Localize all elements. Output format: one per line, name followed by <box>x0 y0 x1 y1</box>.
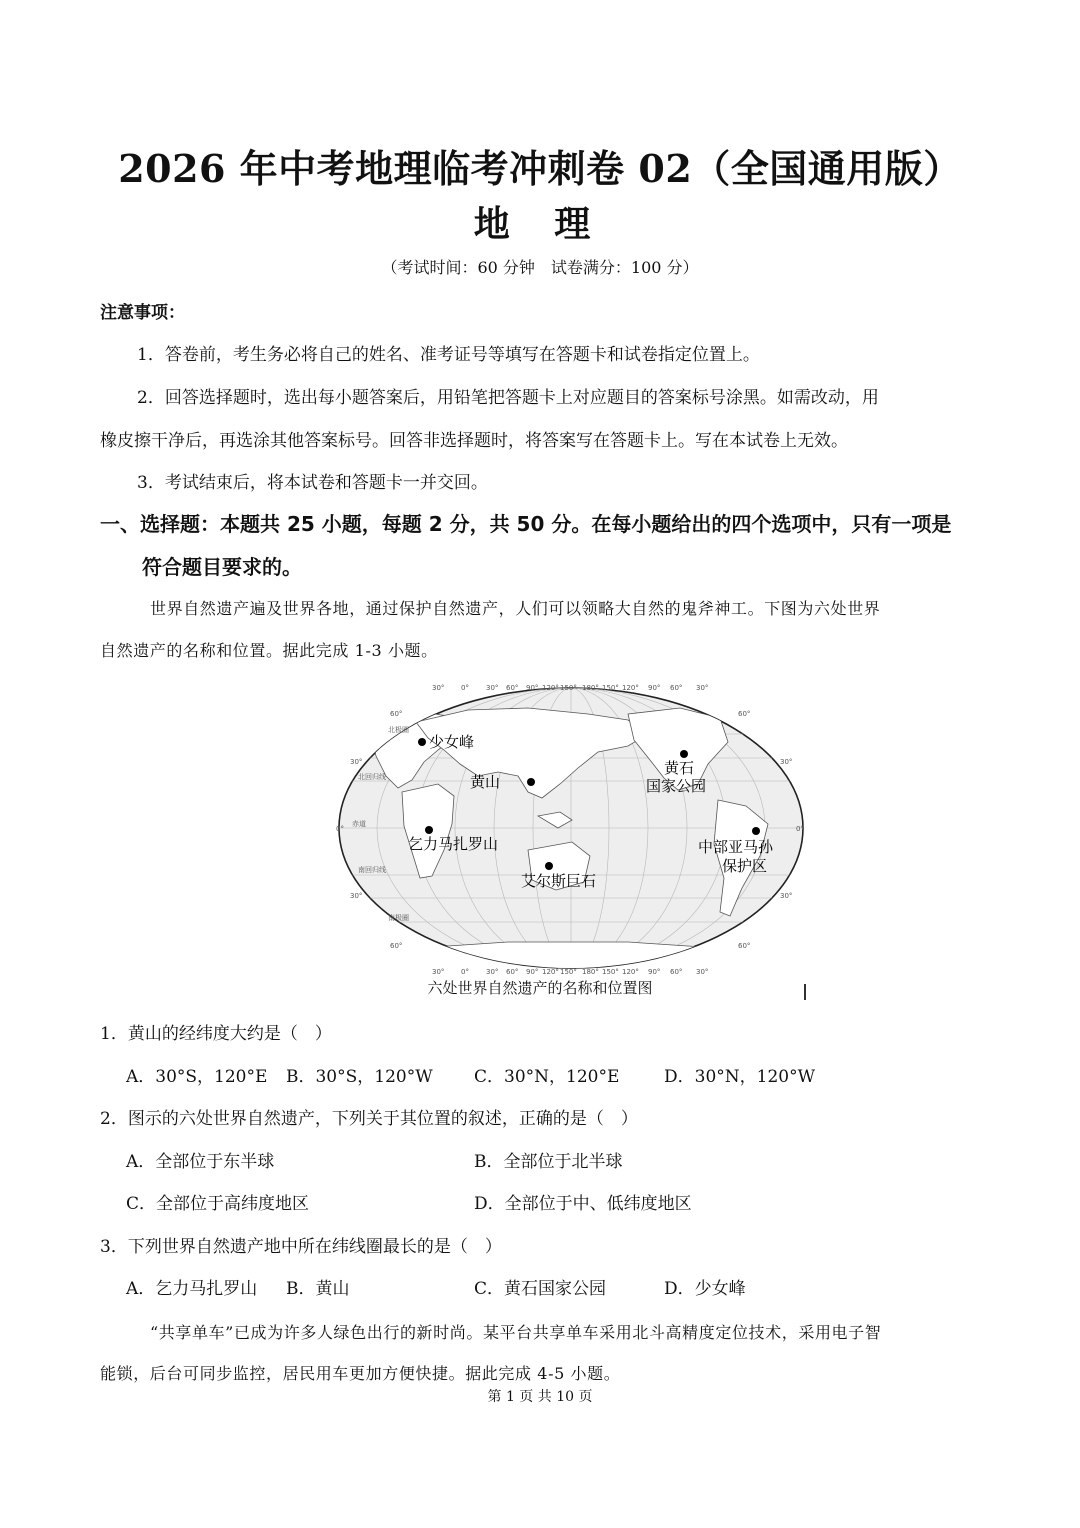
paper-title: 2026 年中考地理临考冲刺卷 02（全国通用版） <box>118 146 962 191</box>
lon-labels-bottom <box>432 968 708 976</box>
svg-text:180°: 180° <box>582 968 599 976</box>
exam-info: （考试时间：60 分钟 试卷满分：100 分） <box>381 258 699 277</box>
svg-text:0°: 0° <box>461 968 469 976</box>
svg-text:60°: 60° <box>506 968 519 976</box>
svg-text:120°: 120° <box>622 968 639 976</box>
svg-text:60°: 60° <box>738 942 751 950</box>
notice-heading: 注意事项： <box>100 303 185 323</box>
svg-text:150°: 150° <box>602 968 619 976</box>
intro-paragraph: 世界自然遗产遍及世界各地，通过保护自然遗产，人们可以领略大自然的鬼斧神工。下图为六处世界 <box>150 599 881 618</box>
section-heading-cont: 符合题目要求的。 <box>142 555 302 579</box>
question-2-option-d: D．全部位于中、低纬度地区 <box>474 1194 692 1214</box>
svg-text:150°: 150° <box>560 684 577 692</box>
svg-text:中部亚马孙: 中部亚马孙 <box>698 840 774 856</box>
question-3-stem: 3．下列世界自然遗产地中所在纬线圈最长的是（ ） <box>100 1237 502 1257</box>
lon-labels-top <box>432 684 708 692</box>
question-2-option-c: C．全部位于高纬度地区 <box>126 1194 310 1214</box>
svg-text:30°: 30° <box>432 684 445 692</box>
svg-text:120°: 120° <box>542 968 559 976</box>
svg-text:30°: 30° <box>696 684 709 692</box>
svg-text:60°: 60° <box>670 968 683 976</box>
svg-text:少女峰: 少女峰 <box>429 735 475 751</box>
svg-text:南极圈: 南极圈 <box>388 914 409 922</box>
svg-text:60°: 60° <box>738 710 751 718</box>
svg-text:0°: 0° <box>336 825 344 833</box>
question-3-option-d: D．少女峰 <box>664 1279 746 1299</box>
svg-text:30°: 30° <box>432 968 445 976</box>
world-map <box>328 680 814 980</box>
svg-text:120°: 120° <box>542 684 559 692</box>
question-1-option-d: D．30°N，120°W <box>664 1067 816 1087</box>
svg-text:60°: 60° <box>390 942 403 950</box>
question-2-option-b: B．全部位于北半球 <box>474 1152 623 1172</box>
question-3-option-c: C．黄石国家公园 <box>474 1279 607 1299</box>
section-heading: 一、选择题：本题共 25 小题，每题 2 分，共 50 分。在每小题给出的四个选项中，只有一项是 <box>100 512 952 536</box>
site-dot <box>418 738 426 746</box>
svg-text:0°: 0° <box>796 825 804 833</box>
scan-mark <box>804 984 806 1000</box>
world-map-figure <box>328 680 814 980</box>
svg-text:150°: 150° <box>602 684 619 692</box>
svg-text:30°: 30° <box>780 892 793 900</box>
svg-text:艾尔斯巨石: 艾尔斯巨石 <box>521 874 597 890</box>
svg-text:30°: 30° <box>696 968 709 976</box>
site-dot <box>680 750 688 758</box>
site-dot <box>752 827 760 835</box>
question-3-option-a: A．乞力马扎罗山 <box>126 1279 258 1299</box>
site-dot <box>545 862 553 870</box>
notice-item-3: 3．考试结束后，将本试卷和答题卡一并交回。 <box>137 473 488 493</box>
svg-text:30°: 30° <box>350 892 363 900</box>
question-1-option-c: C．30°N，120°E <box>474 1067 620 1087</box>
svg-text:150°: 150° <box>560 968 577 976</box>
svg-text:黄山: 黄山 <box>470 775 501 791</box>
question-1-option-b: B．30°S，120°W <box>286 1067 433 1087</box>
notice-item-2-cont: 橡皮擦干净后，再选涂其他答案标号。回答非选择题时，将答案写在答题卡上。写在本试卷上无效。 <box>100 431 848 451</box>
svg-text:30°: 30° <box>486 968 499 976</box>
svg-text:保护区: 保护区 <box>722 859 768 875</box>
svg-text:60°: 60° <box>390 710 403 718</box>
site-dot <box>527 778 535 786</box>
intro-paragraph-2: “共享单车”已成为许多人绿色出行的新时尚。某平台共享单车采用北斗高精度定位技术，采用电子智 <box>150 1323 882 1342</box>
svg-text:0°: 0° <box>461 684 469 692</box>
svg-text:90°: 90° <box>526 684 539 692</box>
svg-text:赤道: 赤道 <box>352 820 366 828</box>
svg-text:60°: 60° <box>506 684 519 692</box>
question-2-option-a: A．全部位于东半球 <box>126 1152 275 1172</box>
question-3-option-b: B．黄山 <box>286 1279 350 1299</box>
svg-text:北极圈: 北极圈 <box>388 726 409 734</box>
svg-text:30°: 30° <box>780 758 793 766</box>
question-1-stem: 1．黄山的经纬度大约是（ ） <box>100 1024 332 1044</box>
svg-text:30°: 30° <box>486 684 499 692</box>
map-caption: 六处世界自然遗产的名称和位置图 <box>427 979 653 997</box>
svg-text:90°: 90° <box>526 968 539 976</box>
page-footer: 第 1 页 共 10 页 <box>487 1389 593 1405</box>
svg-text:30°: 30° <box>350 758 363 766</box>
svg-text:北回归线: 北回归线 <box>358 773 386 781</box>
notice-item-1: 1．答卷前，考生务必将自己的姓名、准考证号等填写在答题卡和试卷指定位置上。 <box>137 345 760 365</box>
notice-item-2: 2．回答选择题时，选出每小题答案后，用铅笔把答题卡上对应题目的答案标号涂黑。如需改动，用 <box>137 388 879 408</box>
svg-text:南回归线: 南回归线 <box>358 866 386 874</box>
svg-text:乞力马扎罗山: 乞力马扎罗山 <box>408 837 499 853</box>
intro-paragraph-cont: 自然遗产的名称和位置。据此完成 1-3 小题。 <box>100 641 438 660</box>
svg-text:黄石: 黄石 <box>664 761 695 777</box>
question-2-stem: 2．图示的六处世界自然遗产，下列关于其位置的叙述，正确的是（ ） <box>100 1109 638 1129</box>
svg-text:60°: 60° <box>670 684 683 692</box>
svg-text:国家公园: 国家公园 <box>646 779 707 795</box>
question-1-option-a: A．30°S，120°E <box>126 1067 268 1087</box>
intro-paragraph-2-cont: 能锁，后台可同步监控，居民用车更加方便快捷。据此完成 4-5 小题。 <box>100 1364 621 1383</box>
svg-text:180°: 180° <box>582 684 599 692</box>
subject-title: 地 理 <box>473 203 607 245</box>
svg-text:90°: 90° <box>648 684 661 692</box>
svg-text:120°: 120° <box>622 684 639 692</box>
svg-text:90°: 90° <box>648 968 661 976</box>
site-dot <box>425 826 433 834</box>
